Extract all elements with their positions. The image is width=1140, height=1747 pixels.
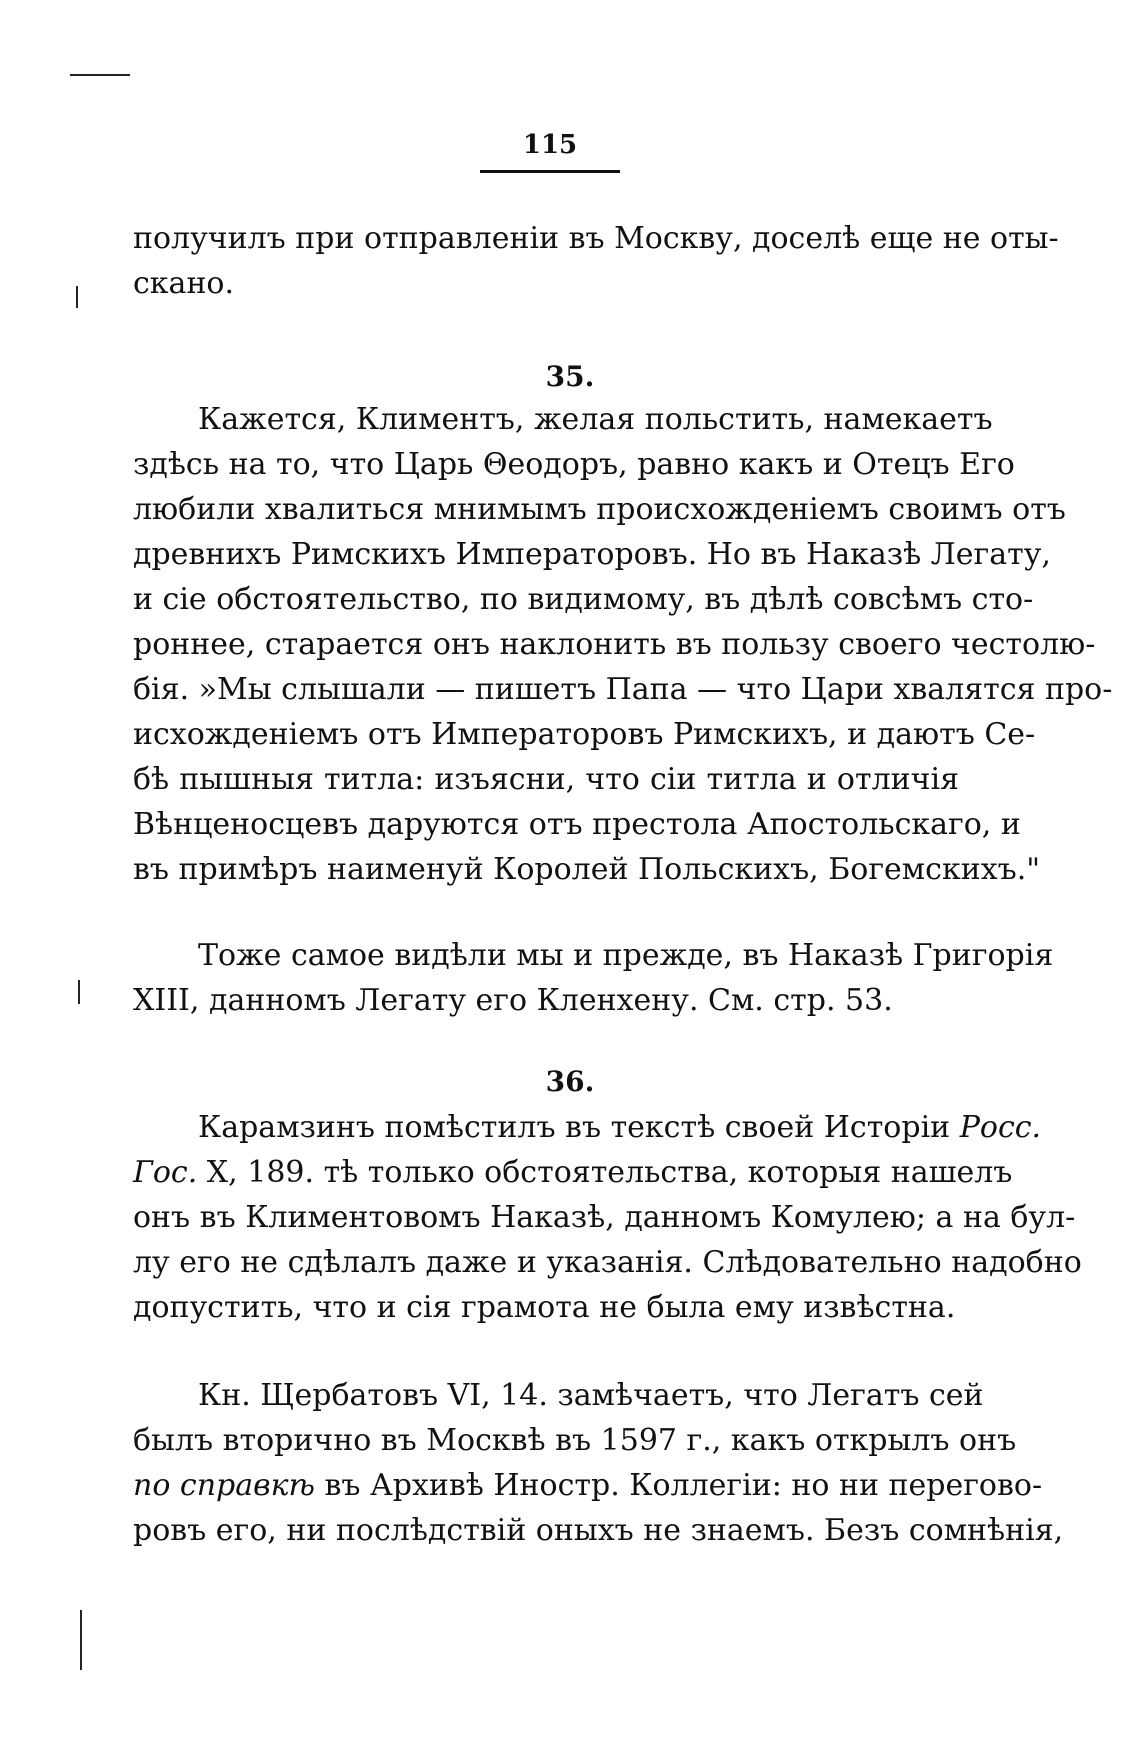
top-fragment	[133, 216, 1059, 306]
text-line: Кн. Щербатовъ VI, 14. замѣчаетъ, что Легатъ сей	[198, 1378, 984, 1413]
scan-edge-mark	[80, 1610, 82, 1670]
section-heading-36: 36.	[545, 1065, 595, 1098]
section-36-paragraph-1	[133, 1105, 1082, 1330]
text-line: онъ въ Климентовомъ Наказѣ, данномъ Комулею; а на бул-	[133, 1200, 1076, 1235]
text-line: здѣсь на то, что Царь Θеодоръ, равно какъ и Отецъ Его	[133, 447, 1015, 482]
text-line: въ примѣръ наименуй Королей Польскихъ, Богемскихъ."	[133, 852, 1041, 887]
text-line: ровъ его, ни послѣдствiй оныхъ не знаемъ. Безъ сомнѣнiя,	[133, 1513, 1064, 1548]
italic-phrase: по справкѣ	[133, 1468, 315, 1503]
text-line: получилъ при отправленiи въ Москву, доселѣ еще не оты-	[133, 221, 1059, 256]
section-heading-35: 35.	[545, 360, 595, 393]
text-segment: X, 189. тѣ только обстоятельства, которыя нашелъ	[197, 1155, 1013, 1190]
text-line: Тоже самое видѣли мы и прежде, въ Наказѣ Григорiя	[198, 938, 1054, 973]
section-35-paragraph-1	[133, 397, 1113, 892]
text-line: былъ вторично въ Москвѣ въ 1597 г., какъ открылъ онъ	[133, 1423, 1017, 1458]
italic-abbreviation: Росс.	[959, 1110, 1042, 1145]
section-36-paragraph-2	[133, 1373, 1064, 1553]
text-line: бiя. »Мы слышали — пишетъ Папа — что Цари хвалятся про-	[133, 672, 1113, 707]
text-line: любили хвалиться мнимымъ происхожденiемъ своимъ отъ	[133, 492, 1066, 527]
italic-abbreviation: Гос.	[133, 1155, 198, 1190]
text-line	[133, 1463, 1043, 1508]
text-line: бѣ пышныя титла: изъясни, что сiи титла и отличiя	[133, 762, 959, 797]
text-line: роннее, старается онъ наклонить въ пользу своего честолю-	[133, 627, 1096, 662]
text-line: Кажется, Климентъ, желая польстить, намекаетъ	[198, 402, 993, 437]
scan-edge-mark	[76, 286, 78, 308]
text-line	[133, 1150, 1013, 1195]
text-line: допустить, что и сiя грамота не была ему извѣстна.	[133, 1290, 956, 1325]
text-line: и сiе обстоятельство, по видимому, въ дѣлѣ совсѣмъ сто-	[133, 582, 1034, 617]
text-segment: Карамзинъ помѣстилъ въ текстѣ своей Исторiи	[198, 1110, 960, 1145]
scan-edge-mark	[78, 980, 80, 1004]
text-line: исхожденiемъ отъ Императоровъ Римскихъ, и даютъ Се-	[133, 717, 1036, 752]
page-number: 115	[480, 130, 620, 173]
text-segment: въ Архивѣ Иностр. Коллегiи: но ни перегово-	[314, 1468, 1043, 1503]
scan-edge-mark	[70, 74, 130, 76]
text-line: скано.	[133, 266, 235, 301]
text-line: XIII, данномъ Легату его Кленхену. См. стр. 53.	[133, 983, 893, 1018]
text-line: древнихъ Римскихъ Императоровъ. Но въ Наказѣ Легату,	[133, 537, 1051, 572]
text-line: лу его не сдѣлалъ даже и указанiя. Слѣдовательно надобно	[133, 1245, 1082, 1280]
section-35-paragraph-2	[133, 933, 1054, 1023]
text-line: Вѣнценосцевъ даруются отъ престола Апостольскаго, и	[133, 807, 1021, 842]
text-line	[133, 1105, 1042, 1150]
